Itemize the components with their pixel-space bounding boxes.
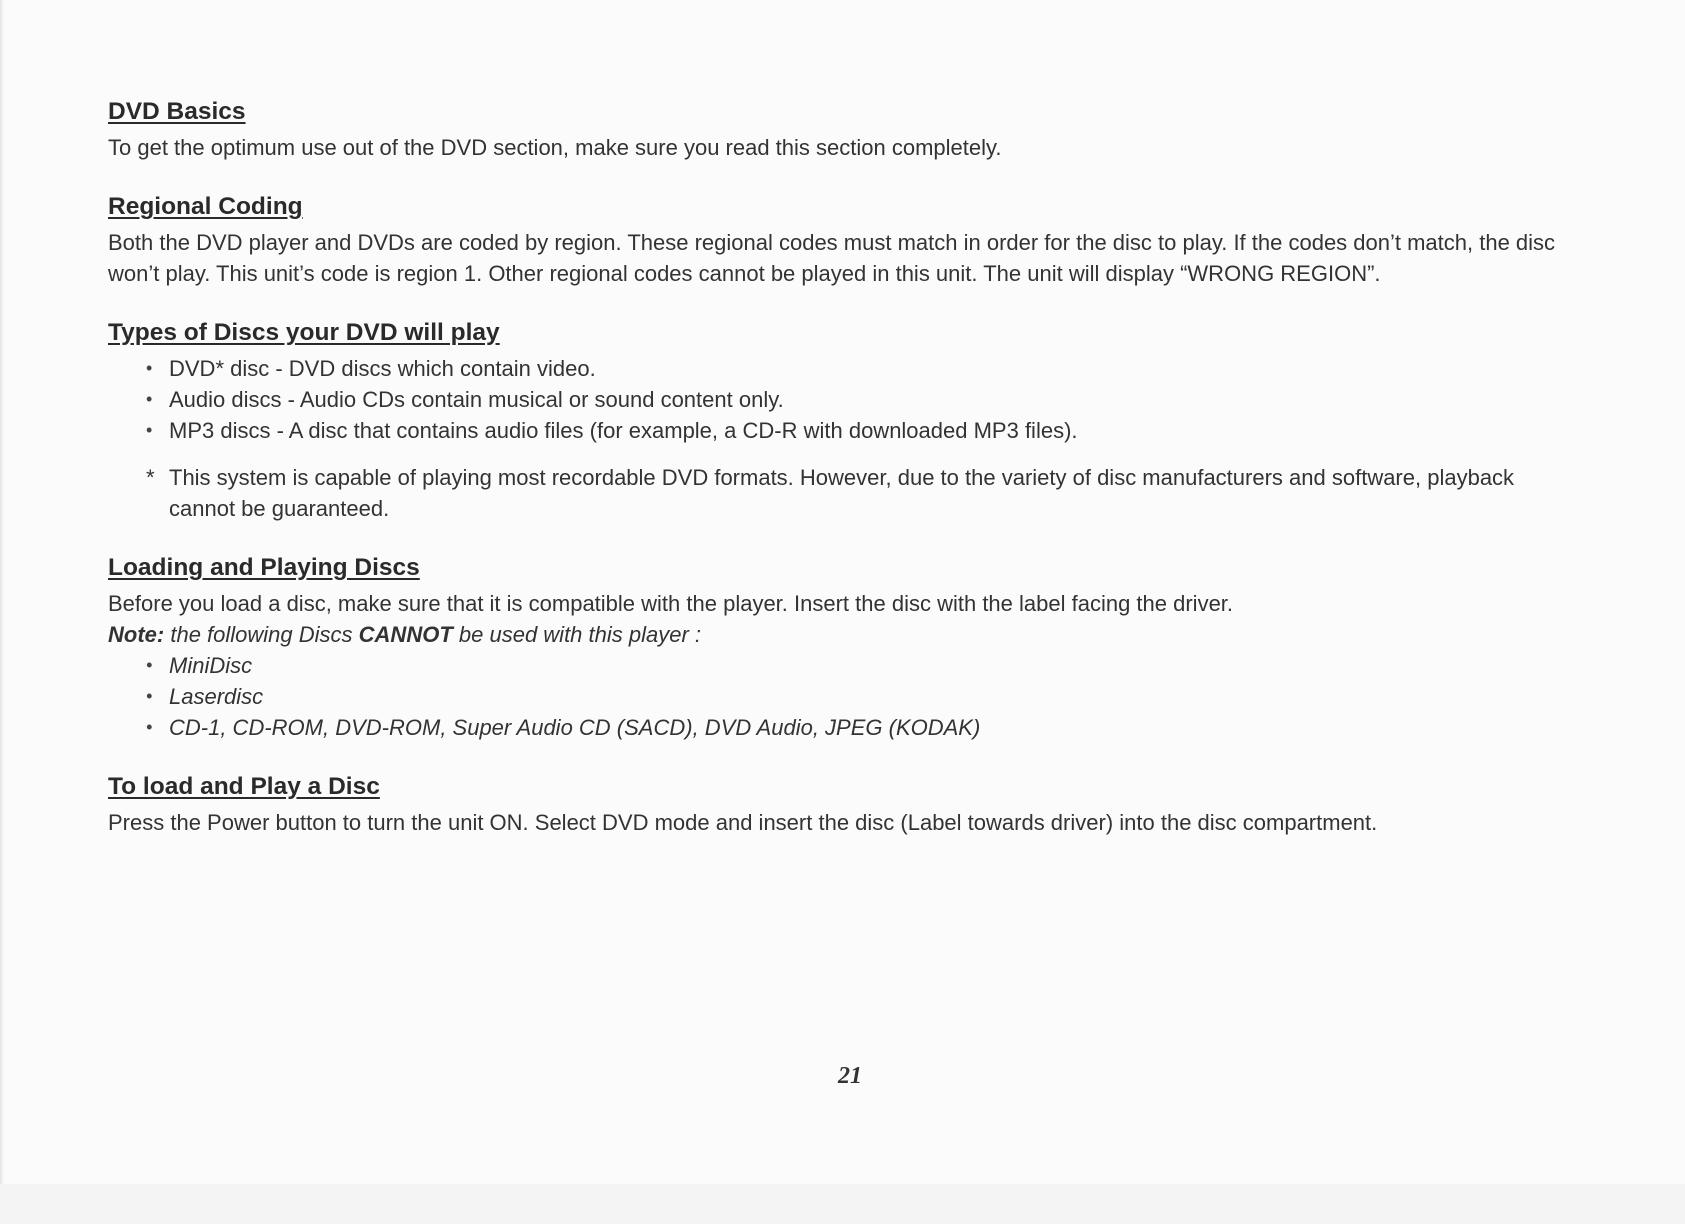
note-text-start: the following Discs (170, 622, 353, 647)
section-types-of-discs (108, 317, 1588, 524)
list-item (146, 650, 1588, 681)
footnote-asterisk: * (146, 465, 155, 490)
section-dvd-basics (108, 96, 1588, 163)
footnote (146, 462, 1569, 524)
incompatible-discs-list (108, 650, 1588, 743)
heading-regional-coding: Regional Coding (108, 193, 303, 220)
list-item-text: Laserdisc (169, 684, 264, 709)
list-item (146, 384, 1588, 415)
document-body (108, 96, 1588, 866)
bullet-icon: • (146, 389, 153, 409)
page-edge (0, 0, 4, 1224)
list-item-text: CD-1, CD-ROM, DVD-ROM, Super Audio CD (SACD), DVD Audio, JPEG (KODAK) (169, 715, 981, 740)
bullet-icon: • (146, 655, 153, 675)
list-item (146, 415, 1588, 446)
list-item (146, 353, 1588, 384)
bullet-icon: • (146, 358, 153, 378)
section-load-play-disc (108, 771, 1588, 838)
note-label: Note: (108, 622, 165, 647)
heading-dvd-basics: DVD Basics (108, 98, 246, 125)
paragraph-regional-coding: Both the DVD player and DVDs are coded by region. These regional codes must match in order for the disc to play. If the codes don’t match, the disc won’t play. This unit’s code is region 1. Other regional codes cannot be played in this unit. The unit will display “WRONG REGION”. (108, 230, 1556, 286)
note-line (108, 619, 1588, 650)
page-number: 21 (838, 1063, 862, 1089)
list-item (146, 712, 1588, 743)
paragraph-loading-playing: Before you load a disc, make sure that it is compatible with the player. Insert the disc with the label facing the driver. (108, 591, 1234, 616)
section-loading-playing (108, 552, 1588, 743)
section-regional-coding (108, 191, 1588, 289)
page-bottom-band (0, 1184, 1685, 1224)
heading-types-of-discs: Types of Discs your DVD will play (108, 319, 500, 346)
list-item-text: MiniDisc (169, 653, 253, 678)
bullet-icon: • (146, 686, 153, 706)
note-text-end: be used with this player : (458, 622, 702, 647)
heading-loading-playing: Loading and Playing Discs (108, 554, 420, 581)
list-item-text: DVD* disc - DVD discs which contain video. (169, 356, 596, 381)
list-item (146, 681, 1588, 712)
bullet-icon: • (146, 420, 153, 440)
paragraph-load-play-disc: Press the Power button to turn the unit ON. Select DVD mode and insert the disc (Label towards driver) into the disc compartment. (108, 810, 1378, 835)
heading-load-play-disc: To load and Play a Disc (108, 773, 380, 800)
bullet-icon: • (146, 717, 153, 737)
list-item-text: Audio discs - Audio CDs contain musical or sound content only. (169, 387, 784, 412)
footnote-text: This system is capable of playing most recordable DVD formats. However, due to the variety of disc manufacturers and software, playback cannot be guaranteed. (169, 465, 1515, 521)
paragraph-dvd-basics: To get the optimum use out of the DVD section, make sure you read this section completely. (108, 135, 1002, 160)
list-item-text: MP3 discs - A disc that contains audio files (for example, a CD-R with downloaded MP3 files). (169, 418, 1078, 443)
disc-types-list (108, 353, 1588, 446)
note-cannot: CANNOT (358, 622, 453, 647)
